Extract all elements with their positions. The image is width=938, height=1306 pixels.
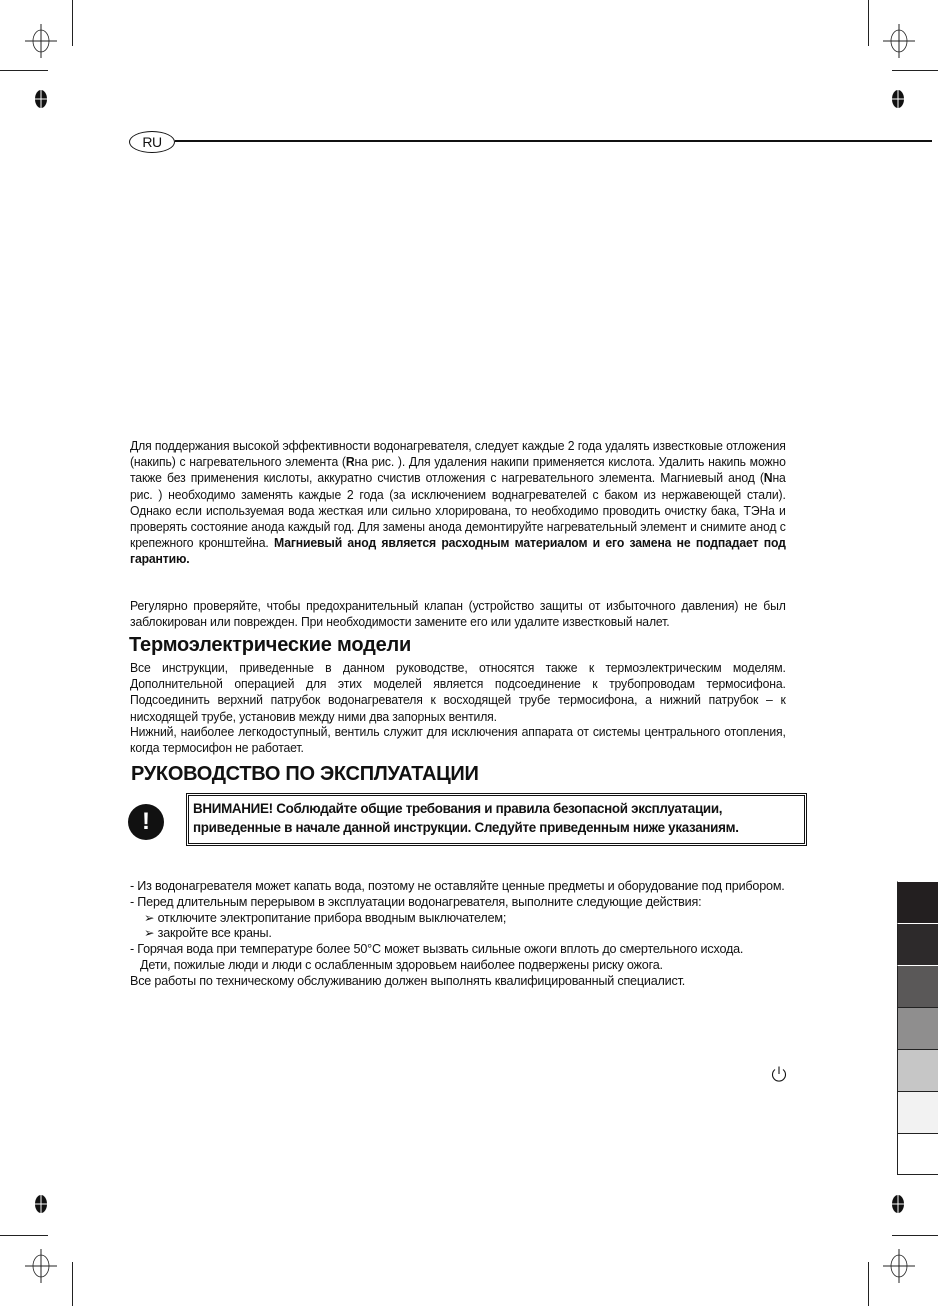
header-rule [175, 140, 932, 142]
registration-mark-icon [24, 1249, 58, 1283]
list-item-footer: Все работы по техническому обслуживанию должен выполнять квалифицированный специалист. [130, 973, 686, 988]
color-swatch [897, 1007, 938, 1049]
power-icon [770, 1065, 788, 1083]
crop-mark-bottom-right-horizontal [892, 1235, 938, 1236]
registration-mark-icon [882, 24, 916, 58]
warning-line: ВНИМАНИЕ! Соблюдайте общие требования и правила безопасной эксплуатации, [193, 801, 723, 816]
registration-bullet-icon [890, 88, 906, 110]
warning-box [186, 793, 807, 846]
registration-bullet-icon [33, 88, 49, 110]
color-swatch [897, 1049, 938, 1091]
registration-mark-icon [24, 24, 58, 58]
language-badge: RU [129, 131, 175, 153]
thermo-paragraph-2: Нижний, наиболее легкодоступный, вентиль служит для исключения аппарата от системы центрального отопления, когда термосифон не работает. [130, 725, 786, 756]
list-subitem: ➢ закройте все краны. [144, 926, 272, 941]
maintenance-paragraph [130, 438, 786, 568]
operation-list [130, 879, 820, 990]
crop-mark-bottom-right-vertical [868, 1262, 869, 1306]
color-swatch [897, 1133, 938, 1175]
crop-mark-bottom-left-vertical [72, 1262, 73, 1306]
color-swatch [897, 923, 938, 965]
warning-line: приведенные в начале данной инструкции. Следуйте приведенным ниже указаниям. [193, 820, 739, 835]
registration-mark-icon [882, 1249, 916, 1283]
list-subitem: ➢ отключите электропитание прибора вводным выключателем; [144, 910, 507, 925]
crop-mark-top-right-vertical [868, 0, 869, 46]
color-swatch [897, 965, 938, 1007]
section-title-thermoelectric: Термоэлектрические модели [129, 634, 412, 656]
crop-mark-bottom-left-horizontal [0, 1235, 48, 1236]
registration-bullet-icon [33, 1193, 49, 1215]
text-span: на рис. ) необходимо заменять каждые 2 года (за исключением воднагревателей с баком из нержавеющей стали). Однако если используемая вода жесткая или сильно хлорирована, то необходимо проводить очистку бака, ТЭНа и проверять состояние анода каждый год. Для замены анода демонтируйте нагревательный элемент и снимите анод с крепежного кронштейна. [130, 471, 786, 551]
text-span: на рис. [354, 455, 398, 470]
list-item: - Из водонагревателя может капать вода, поэтому не оставляйте ценные предметы и оборудование под прибором. [130, 879, 785, 893]
warning-icon: ! [128, 804, 164, 840]
list-item-continuation: Дети, пожилые люди и люди с ослабленным здоровьем наиболее подвержены риску ожога. [140, 957, 663, 972]
thermo-paragraph: Все инструкции, приведенные в данном руководстве, относятся также к термоэлектрическим моделям. Дополнительной операцией для этих моделей является подсоединение к трубопроводам термосифона. Подсоединить верхний патрубок водонагревателя к восходящей трубе термосифона, а нижний патрубок – к нисходящей трубе, установив между ними два запорных вентиля. [130, 661, 786, 724]
list-item: - Горячая вода при температуре более 50°C может вызвать сильные ожоги вплоть до смертельного исхода. [130, 942, 744, 957]
text-span: Для поддержания высокой эффективности водонагревателя, следует каждые 2 года удалять известковые отложения (накипь) с нагревательного элемента ( [130, 439, 786, 470]
anode-warning: Магниевый анод является расходным материалом и его замена не подпадает под гарантию. [130, 536, 786, 567]
label-r: R [345, 455, 355, 470]
registration-bullet-icon [890, 1193, 906, 1215]
text-span: ). Для удаления накипи применяется кислота. Удалить накипь можно также без применения кислоты, аккуратно счистив отложения с нагревательного элемента. Магниевый анод ( [130, 455, 786, 486]
color-swatch [897, 1091, 938, 1133]
label-n: N [763, 471, 773, 486]
valve-paragraph: Регулярно проверяйте, чтобы предохранительный клапан (устройство защиты от избыточного давления) не был заблокирован или поврежден. При необходимости замените его или удалите известковый налет. [130, 599, 786, 630]
crop-mark-top-right-horizontal [892, 70, 938, 71]
crop-mark-top-left-horizontal [0, 70, 48, 71]
section-title-operation: РУКОВОДСТВО ПО ЭКСПЛУАТАЦИИ [131, 763, 479, 785]
color-swatch [897, 881, 938, 923]
list-item: - Перед длительным перерывом в эксплуатации водонагревателя, выполните следующие действия: [130, 894, 702, 909]
crop-mark-top-left-vertical [72, 0, 73, 46]
